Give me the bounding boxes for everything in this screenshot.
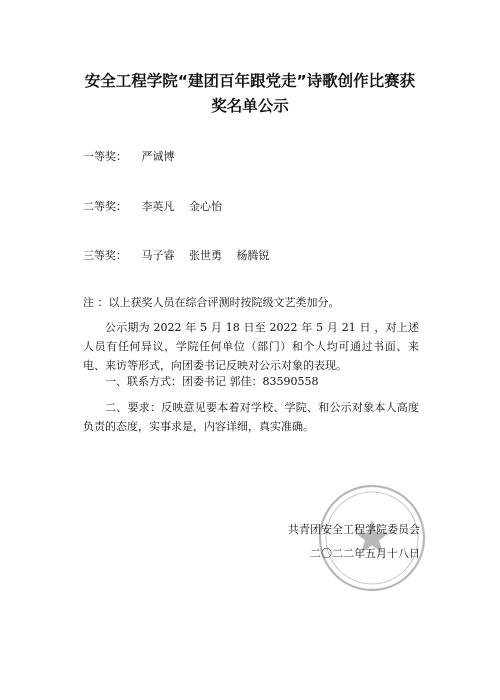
note-paragraph: 注 ：以上获奖人员在综合评测时按院级文艺类加分。 [83, 296, 340, 309]
award-second-prize [83, 199, 233, 215]
document-title-continued: 奖名单公示 [211, 97, 289, 115]
award-label: 二等奖： [83, 200, 127, 213]
issue-date: 二〇二二年五月十八日 [310, 547, 420, 560]
award-label: 三等奖： [83, 249, 127, 262]
winner-name: 金心怡 [189, 200, 222, 213]
award-third-prize [83, 248, 281, 264]
issuing-organization: 共青团安全工程学院委员会 [288, 523, 420, 536]
winner-name: 张世勇 [189, 249, 222, 262]
document-title: 安全工程学院“建团百年跟党走”诗歌创作比赛获 [84, 72, 416, 90]
notice-paragraph: 公示期为 2022 年 5 月 18 日至 2022 年 5 月 21 日 ，对上述人员有任何异议，学院任何单位（部门）和个人均可通过书面、来电、来访等形式，向团委书记反映对公示对象的表现。 [83, 321, 419, 372]
winner-name: 李英凡 [141, 200, 175, 213]
award-label: 一等奖： [83, 150, 127, 163]
winner-name: 马子睿 [141, 249, 175, 262]
official-seal [316, 482, 428, 594]
contact-paragraph: 一、联系方式：团委书记 郭佳：83590558 [105, 375, 319, 388]
requirement-paragraph: 二、要求：反映意见要本着对学校、学院、和公示对象本人高度负责的态度，实事求是，内容详细，真实准确。 [83, 401, 419, 433]
winner-name: 严诚博 [141, 150, 175, 163]
award-first-prize [83, 149, 186, 165]
winner-name: 杨腾锐 [236, 249, 270, 262]
